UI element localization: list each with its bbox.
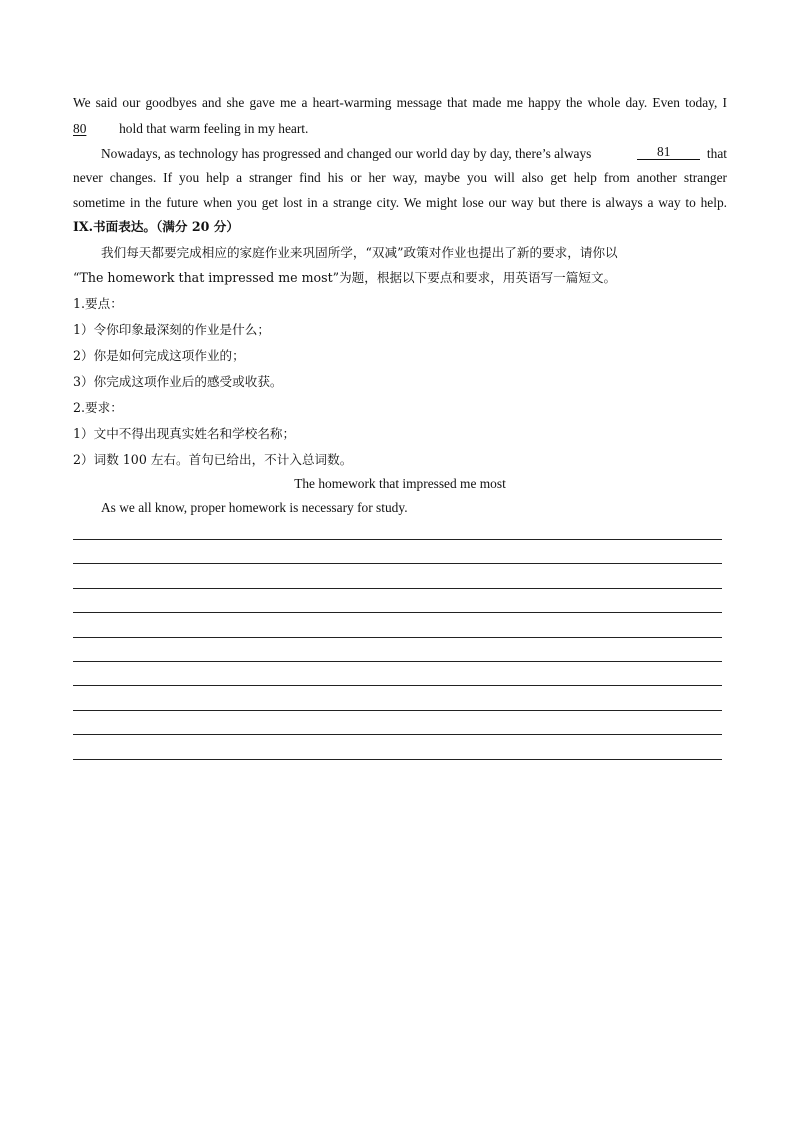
passage-line-3-text: Nowadays, as technology has progressed and changed our world day by day, there’s always — [101, 146, 592, 161]
writing-line[interactable] — [73, 637, 722, 638]
passage-line-4: never changes. If you help a stranger find his or her way, maybe you will also get help from another stranger — [73, 170, 727, 185]
writing-line[interactable] — [73, 759, 722, 760]
point-item: 2）你是如何完成这项作业的； — [73, 348, 245, 363]
writing-line[interactable] — [73, 661, 722, 662]
points-label: 1.要点： — [73, 296, 123, 311]
section-heading: IX.书面表达。（满分 20 分） — [73, 219, 239, 234]
passage-line-3-end: that — [706, 146, 727, 161]
section-intro-1: 我们每天都要完成相应的家庭作业来巩固所学，“双减”政策对作业也提出了新的要求，请你以 — [101, 245, 618, 260]
writing-line[interactable] — [73, 734, 722, 735]
writing-line[interactable] — [73, 710, 722, 711]
section-intro-2: “The homework that impressed me most”为题，根据以下要点和要求，用英语写一篇短文。 — [73, 270, 617, 285]
writing-line[interactable] — [73, 612, 722, 613]
passage-line-2-text: hold that warm feeling in my heart. — [119, 121, 309, 136]
point-item: 1）令你印象最深刻的作业是什么； — [73, 322, 270, 337]
passage-line-2 — [73, 120, 727, 138]
passage-line-5: sometime in the future when you get lost in a strange city. We might lose our way but there is always a way to help. — [73, 195, 727, 210]
point-item: 3）你完成这项作业后的感受或收获。 — [73, 374, 283, 389]
requirement-item: 2）词数 100 左右。首句已给出，不计入总词数。 — [73, 452, 353, 467]
writing-line[interactable] — [73, 563, 722, 564]
writing-line[interactable] — [73, 588, 722, 589]
writing-line[interactable] — [73, 685, 722, 686]
requirement-item: 1）文中不得出现真实姓名和学校名称； — [73, 426, 296, 441]
essay-first-sentence: As we all know, proper homework is necessary for study. — [101, 500, 408, 515]
essay-title: The homework that impressed me most — [294, 476, 506, 491]
blank-80[interactable]: 80 — [73, 121, 87, 136]
writing-line[interactable] — [73, 539, 722, 540]
blank-81[interactable]: 81 — [637, 145, 700, 160]
requirements-label: 2.要求： — [73, 400, 123, 415]
passage-line-1: We said our goodbyes and she gave me a heart-warming message that made me happy the whole day. Even today, I — [73, 95, 727, 110]
